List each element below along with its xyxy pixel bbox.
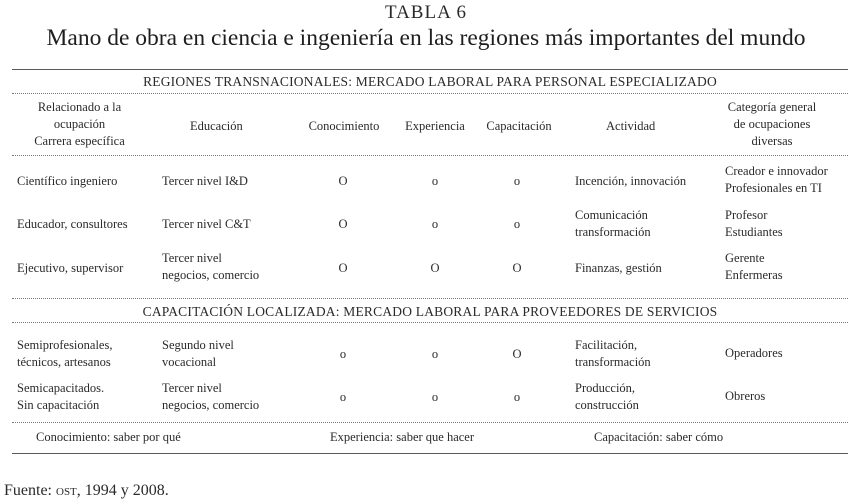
- row3-educacion: [162, 250, 259, 284]
- categoria-line: Enfermeras: [725, 268, 783, 282]
- categoria-line: Gerente: [725, 251, 765, 265]
- row5-actividad: [575, 380, 639, 414]
- row1-categoria: [725, 163, 828, 197]
- row4-capacitacion: O: [512, 347, 522, 361]
- table-caption: TABLA 6: [384, 2, 467, 23]
- row2-categoria: [725, 207, 783, 241]
- row1-ocupacion: Científico ingeniero: [17, 174, 118, 188]
- row4-conocimiento: o: [339, 347, 347, 361]
- educacion-line: Tercer nivel: [162, 381, 222, 395]
- legend-rule: [12, 422, 848, 423]
- actividad-line: Producción,: [575, 381, 636, 395]
- header-rule: [12, 155, 848, 156]
- educacion-line: negocios, comercio: [162, 268, 260, 282]
- source-note: [4, 482, 169, 500]
- row2-educacion: Tercer nivel C&T: [162, 217, 251, 231]
- row3-conocimiento: O: [338, 261, 348, 275]
- actividad-line: Comunicación: [575, 208, 648, 222]
- section1-rule: [12, 93, 848, 94]
- source-org: ost: [56, 482, 77, 499]
- header-ocupacion: [12, 99, 147, 150]
- ocupacion-line: técnicos, artesanos: [17, 355, 111, 369]
- row3-ocupacion: Ejecutivo, supervisor: [17, 261, 124, 275]
- legend-experiencia: Experiencia: saber que hacer: [330, 430, 475, 444]
- header-experiencia: Experiencia: [405, 119, 465, 133]
- row4-educacion: [162, 337, 234, 371]
- row1-conocimiento: O: [338, 174, 348, 188]
- section-header-localizada: CAPACITACIÓN LOCALIZADA: MERCADO LABORAL PARA PROVEEDORES DE SERVICIOS: [142, 304, 718, 319]
- header-categoria-line: de ocupaciones: [733, 117, 811, 131]
- row1-actividad: Incención, innovación: [575, 174, 687, 188]
- header-categoria-line: diversas: [751, 134, 793, 148]
- educacion-line: negocios, comercio: [162, 398, 260, 412]
- table-title: Mano de obra en ciencia e ingeniería en las regiones más importantes del mundo: [46, 25, 806, 51]
- educacion-line: vocacional: [162, 355, 217, 369]
- educacion-line: Segundo nivel: [162, 338, 234, 352]
- row5-ocupacion: [17, 380, 104, 414]
- section-header-transnacionales: REGIONES TRANSNACIONALES: MERCADO LABORAL PARA PERSONAL ESPECIALIZADO: [143, 74, 717, 89]
- row4-ocupacion: [17, 337, 112, 371]
- educacion-line: Tercer nivel: [162, 251, 222, 265]
- ocupacion-line: Semiprofesionales,: [17, 338, 113, 352]
- categoria-line: Profesionales en TI: [725, 181, 822, 195]
- row3-capacitacion: O: [512, 261, 522, 275]
- actividad-line: transformación: [575, 225, 651, 239]
- bottom-rule: [12, 453, 848, 454]
- header-educacion: Educación: [190, 119, 243, 133]
- categoria-line: Creador e innovador: [725, 164, 828, 178]
- row1-experiencia: o: [431, 174, 439, 188]
- header-capacitacion: Capacitación: [486, 119, 552, 133]
- row4-experiencia: o: [431, 347, 439, 361]
- row5-educacion: [162, 380, 259, 414]
- row2-conocimiento: O: [338, 217, 348, 231]
- ocupacion-line: Semicapacitados.: [17, 381, 105, 395]
- row5-experiencia: o: [431, 390, 439, 404]
- top-rule: [12, 69, 848, 70]
- row2-experiencia: o: [431, 217, 439, 231]
- row1-capacitacion: o: [513, 174, 521, 188]
- ocupacion-line: Sin capacitación: [17, 398, 100, 412]
- legend-capacitacion: Capacitación: saber cómo: [594, 430, 724, 444]
- row2-actividad: [575, 207, 651, 241]
- section2-rule: [12, 322, 848, 323]
- source-prefix: Fuente:: [4, 482, 56, 499]
- header-actividad: Actividad: [606, 119, 656, 133]
- row3-experiencia: O: [430, 261, 440, 275]
- source-years: , 1994 y 2008.: [76, 482, 169, 499]
- actividad-line: Facilitación,: [575, 338, 638, 352]
- legend-conocimiento: Conocimiento: saber por qué: [36, 430, 181, 444]
- actividad-line: transformación: [575, 355, 651, 369]
- row1-educacion: Tercer nivel I&D: [162, 174, 248, 188]
- actividad-line: construcción: [575, 398, 639, 412]
- row4-actividad: [575, 337, 651, 371]
- header-conocimiento: Conocimiento: [308, 119, 380, 133]
- categoria-line: Estudiantes: [725, 225, 783, 239]
- row5-capacitacion: o: [513, 390, 521, 404]
- row3-categoria: [725, 250, 783, 284]
- categoria-line: Profesor: [725, 208, 768, 222]
- header-ocupacion-line: Carrera específica: [34, 134, 125, 148]
- header-ocupacion-line: ocupación: [53, 117, 106, 131]
- row2-ocupacion: Educador, consultores: [17, 217, 128, 231]
- row3-actividad: Finanzas, gestión: [575, 261, 662, 275]
- header-categoria-line: Categoría general: [727, 100, 817, 114]
- row5-categoria: Obreros: [725, 389, 766, 403]
- header-categoria: [712, 99, 832, 150]
- row5-conocimiento: o: [339, 390, 347, 404]
- section2-top-rule: [12, 298, 848, 299]
- header-ocupacion-line: Relacionado a la: [37, 100, 122, 114]
- row2-capacitacion: o: [513, 217, 521, 231]
- row4-categoria: Operadores: [725, 346, 783, 360]
